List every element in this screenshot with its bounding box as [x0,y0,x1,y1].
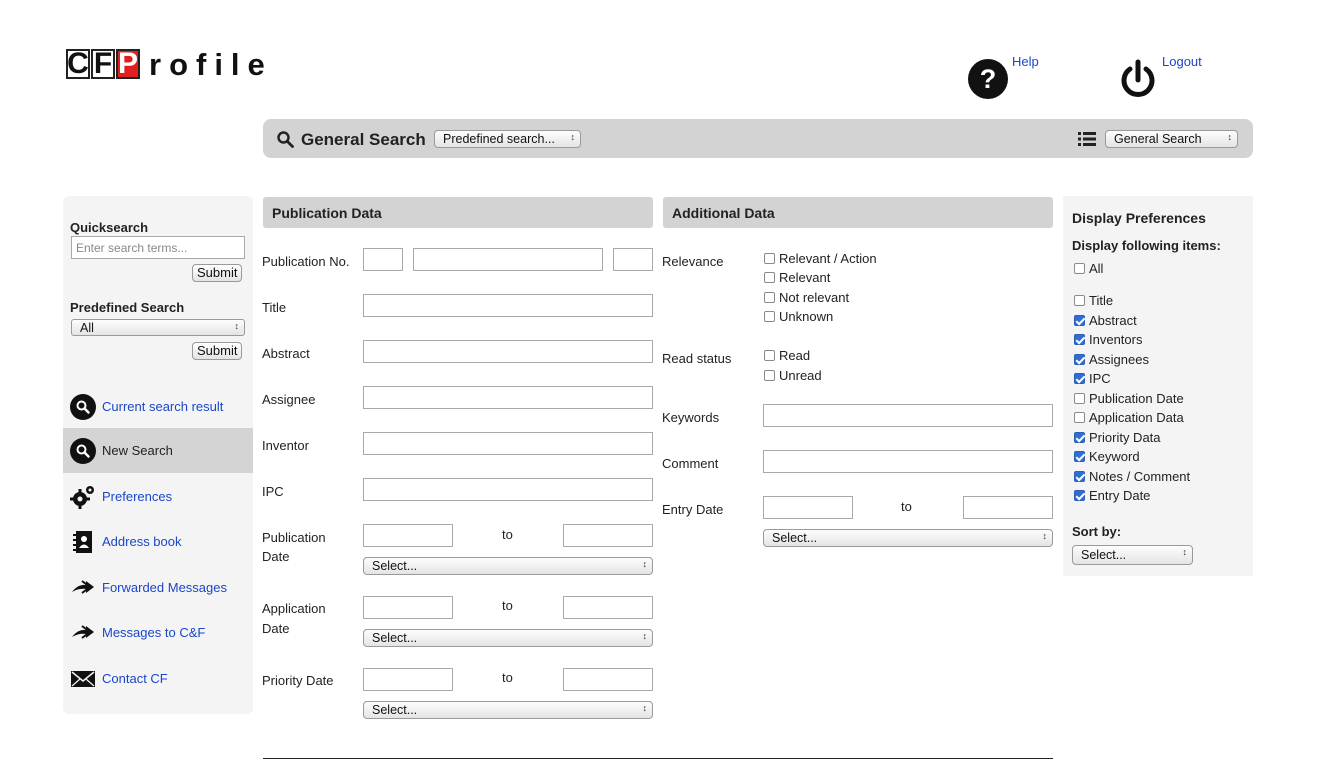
assignee-label: Assignee [262,392,316,407]
relevance-label: Relevance [662,254,724,269]
logo-text: rofile [149,46,273,82]
pref-application-data[interactable] [1074,410,1184,425]
view-select[interactable]: General Search ↕ [1105,130,1238,148]
checkbox[interactable] [1074,393,1085,404]
pref-title[interactable] [1074,293,1113,308]
pref-publication-date[interactable] [1074,391,1184,406]
quicksearch-input[interactable] [71,236,245,259]
ipc-label: IPC [262,484,284,499]
priority-date-to-label: to [502,670,513,685]
checkbox-label: Title [1089,293,1114,308]
publication-date-label-line2: Date [262,549,290,564]
search-icon [70,394,96,420]
predefined-search-dropdown[interactable]: All ↕ [71,319,245,336]
checkbox[interactable] [1074,412,1085,423]
application-date-from-input[interactable] [363,596,453,619]
checkbox[interactable] [764,292,775,303]
checkbox-label: Unread [779,368,822,383]
power-icon[interactable] [1118,59,1158,99]
comment-label: Comment [662,456,719,471]
gears-icon [70,484,96,510]
quicksearch-submit-button[interactable]: Submit [192,264,242,282]
entry-date-to-input[interactable] [963,496,1053,519]
nav-label: Contact CF [102,671,168,686]
pref-ipc[interactable] [1074,371,1111,386]
checkbox-label: IPC [1089,371,1111,386]
logo-letter-p: P [118,47,139,80]
application-date-to-label: to [502,598,513,613]
checkbox[interactable] [1074,354,1085,365]
checkbox[interactable] [764,253,775,264]
logo-letter-f: F [91,49,115,79]
checkbox[interactable] [1074,432,1085,443]
publication-no-number-input[interactable] [413,248,603,271]
checkbox-label: Inventors [1089,332,1143,347]
publication-no-country-input[interactable] [363,248,403,271]
checkbox-label: All [1089,261,1104,276]
checkbox-label: Priority Data [1089,430,1161,445]
relevance-option-relevant[interactable] [764,270,830,285]
nav-label: Messages to C&F [102,625,206,640]
relevance-option-not-relevant[interactable] [764,290,849,305]
predefined-search-label: Predefined Search [70,300,185,315]
nav-label: Current search result [102,399,224,414]
pref-inventors[interactable] [1074,332,1142,347]
relevance-option-relevant-action[interactable] [764,251,877,266]
page-title: General Search [301,130,426,149]
application-date-select[interactable]: Select... ↕ [363,629,653,647]
forward-icon [70,575,96,601]
title-label: Title [262,300,287,315]
publication-date-select[interactable]: Select... ↕ [363,557,653,575]
keywords-input[interactable] [763,404,1053,427]
relevance-option-unknown[interactable] [764,309,833,324]
nav-contact-cf[interactable] [63,656,253,701]
svg-text:?: ? [979,64,997,94]
keywords-label: Keywords [662,410,720,425]
application-date-label-line1: Application [262,601,326,616]
checkbox-label: Application Data [1089,410,1184,425]
sort-by-select[interactable]: Select... ↕ [1072,545,1193,565]
additional-data-heading: Additional Data [663,197,1053,228]
checkbox[interactable] [764,311,775,322]
checkbox-label: Notes / Comment [1089,469,1191,484]
checkbox[interactable] [764,272,775,283]
priority-date-label: Priority Date [262,673,334,688]
quicksearch-label: Quicksearch [70,220,149,235]
display-preferences-heading: Display Preferences [1072,210,1206,226]
divider [263,758,1053,759]
nav-preferences[interactable] [63,474,253,519]
checkbox-label: Not relevant [779,290,850,305]
read-status-label: Read status [662,351,732,366]
checkbox-label: Relevant [779,270,831,285]
nav-messages-to-cf[interactable] [63,610,253,655]
checkbox[interactable] [1074,315,1085,326]
nav-label: Address book [102,534,182,549]
entry-date-label: Entry Date [662,502,724,517]
checkbox-label: Entry Date [1089,488,1151,503]
pref-keyword[interactable] [1074,449,1140,464]
checkbox-label: Publication Date [1089,391,1184,406]
priority-date-to-input[interactable] [563,668,653,691]
checkbox-label: Abstract [1089,313,1137,328]
nav-label: New Search [102,443,173,458]
checkbox[interactable] [1074,295,1085,306]
pref-notes-comment[interactable] [1074,469,1190,484]
checkbox[interactable] [764,350,775,361]
help-link[interactable]: Help [1012,54,1039,69]
forward-icon [70,620,96,646]
search-icon [70,438,96,464]
checkbox[interactable] [1074,263,1085,274]
pref-priority-data[interactable] [1074,430,1161,445]
entry-date-to-label: to [901,499,912,514]
entry-date-from-input[interactable] [763,496,853,519]
checkbox[interactable] [1074,373,1085,384]
logo-letter-c: C [67,47,89,80]
application-date-to-input[interactable] [563,596,653,619]
nav-label: Preferences [102,489,173,504]
publication-data-heading: Publication Data [263,197,653,228]
list-icon [1078,132,1096,146]
entry-date-select[interactable]: Select... ↕ [763,529,1053,547]
read-status-unread[interactable] [764,368,822,383]
title-input[interactable] [363,294,653,317]
publication-no-label: Publication No. [262,254,350,269]
pref-entry-date[interactable] [1074,488,1150,503]
checkbox[interactable] [1074,471,1085,482]
sidebar [63,196,253,714]
logout-link[interactable]: Logout [1162,54,1202,69]
abstract-label: Abstract [262,346,310,361]
publication-no-kind-input[interactable] [613,248,653,271]
checkbox-label: Unknown [779,309,834,324]
envelope-icon [70,666,96,692]
checkbox[interactable] [764,370,775,381]
checkbox-label: Read [779,348,811,363]
read-status-read[interactable] [764,348,810,363]
display-items-subheading: Display following items: [1072,238,1221,253]
checkbox[interactable] [1074,451,1085,462]
checkbox-label: Keyword [1089,449,1140,464]
pref-assignees[interactable] [1074,352,1149,367]
pref-abstract[interactable] [1074,313,1137,328]
publication-date-from-input[interactable] [363,524,453,547]
checkbox-label: Assignees [1089,352,1149,367]
priority-date-from-input[interactable] [363,668,453,691]
inventor-input[interactable] [363,432,653,455]
display-preferences-panel [1063,196,1253,576]
pref-all[interactable] [1074,261,1103,276]
search-icon [277,131,294,148]
priority-date-select[interactable]: Select... ↕ [363,701,653,719]
comment-input[interactable] [763,450,1053,473]
publication-date-to-label: to [502,527,513,542]
logo [66,48,273,80]
publication-date-to-input[interactable] [563,524,653,547]
nav-current-search-result[interactable] [63,384,253,429]
help-icon[interactable] [968,59,1008,99]
publication-date-label-line1: Publication [262,530,326,545]
nav-label: Forwarded Messages [102,580,227,595]
assignee-input[interactable] [363,386,653,409]
nav-address-book[interactable] [63,519,253,564]
sort-by-label: Sort by: [1072,524,1122,539]
application-date-label-line2: Date [262,621,290,636]
predefined-submit-button[interactable]: Submit [192,342,242,360]
abstract-input[interactable] [363,340,653,363]
checkbox-label: Relevant / Action [779,251,877,266]
inventor-label: Inventor [262,438,309,453]
nav-forwarded-messages[interactable] [63,565,253,610]
predefined-search-select[interactable]: Predefined search... ↕ [434,130,581,148]
checkbox[interactable] [1074,490,1085,501]
search-bar [263,119,1253,158]
checkbox[interactable] [1074,334,1085,345]
address-book-icon [70,529,96,555]
ipc-input[interactable] [363,478,653,501]
nav-new-search[interactable] [63,428,253,473]
